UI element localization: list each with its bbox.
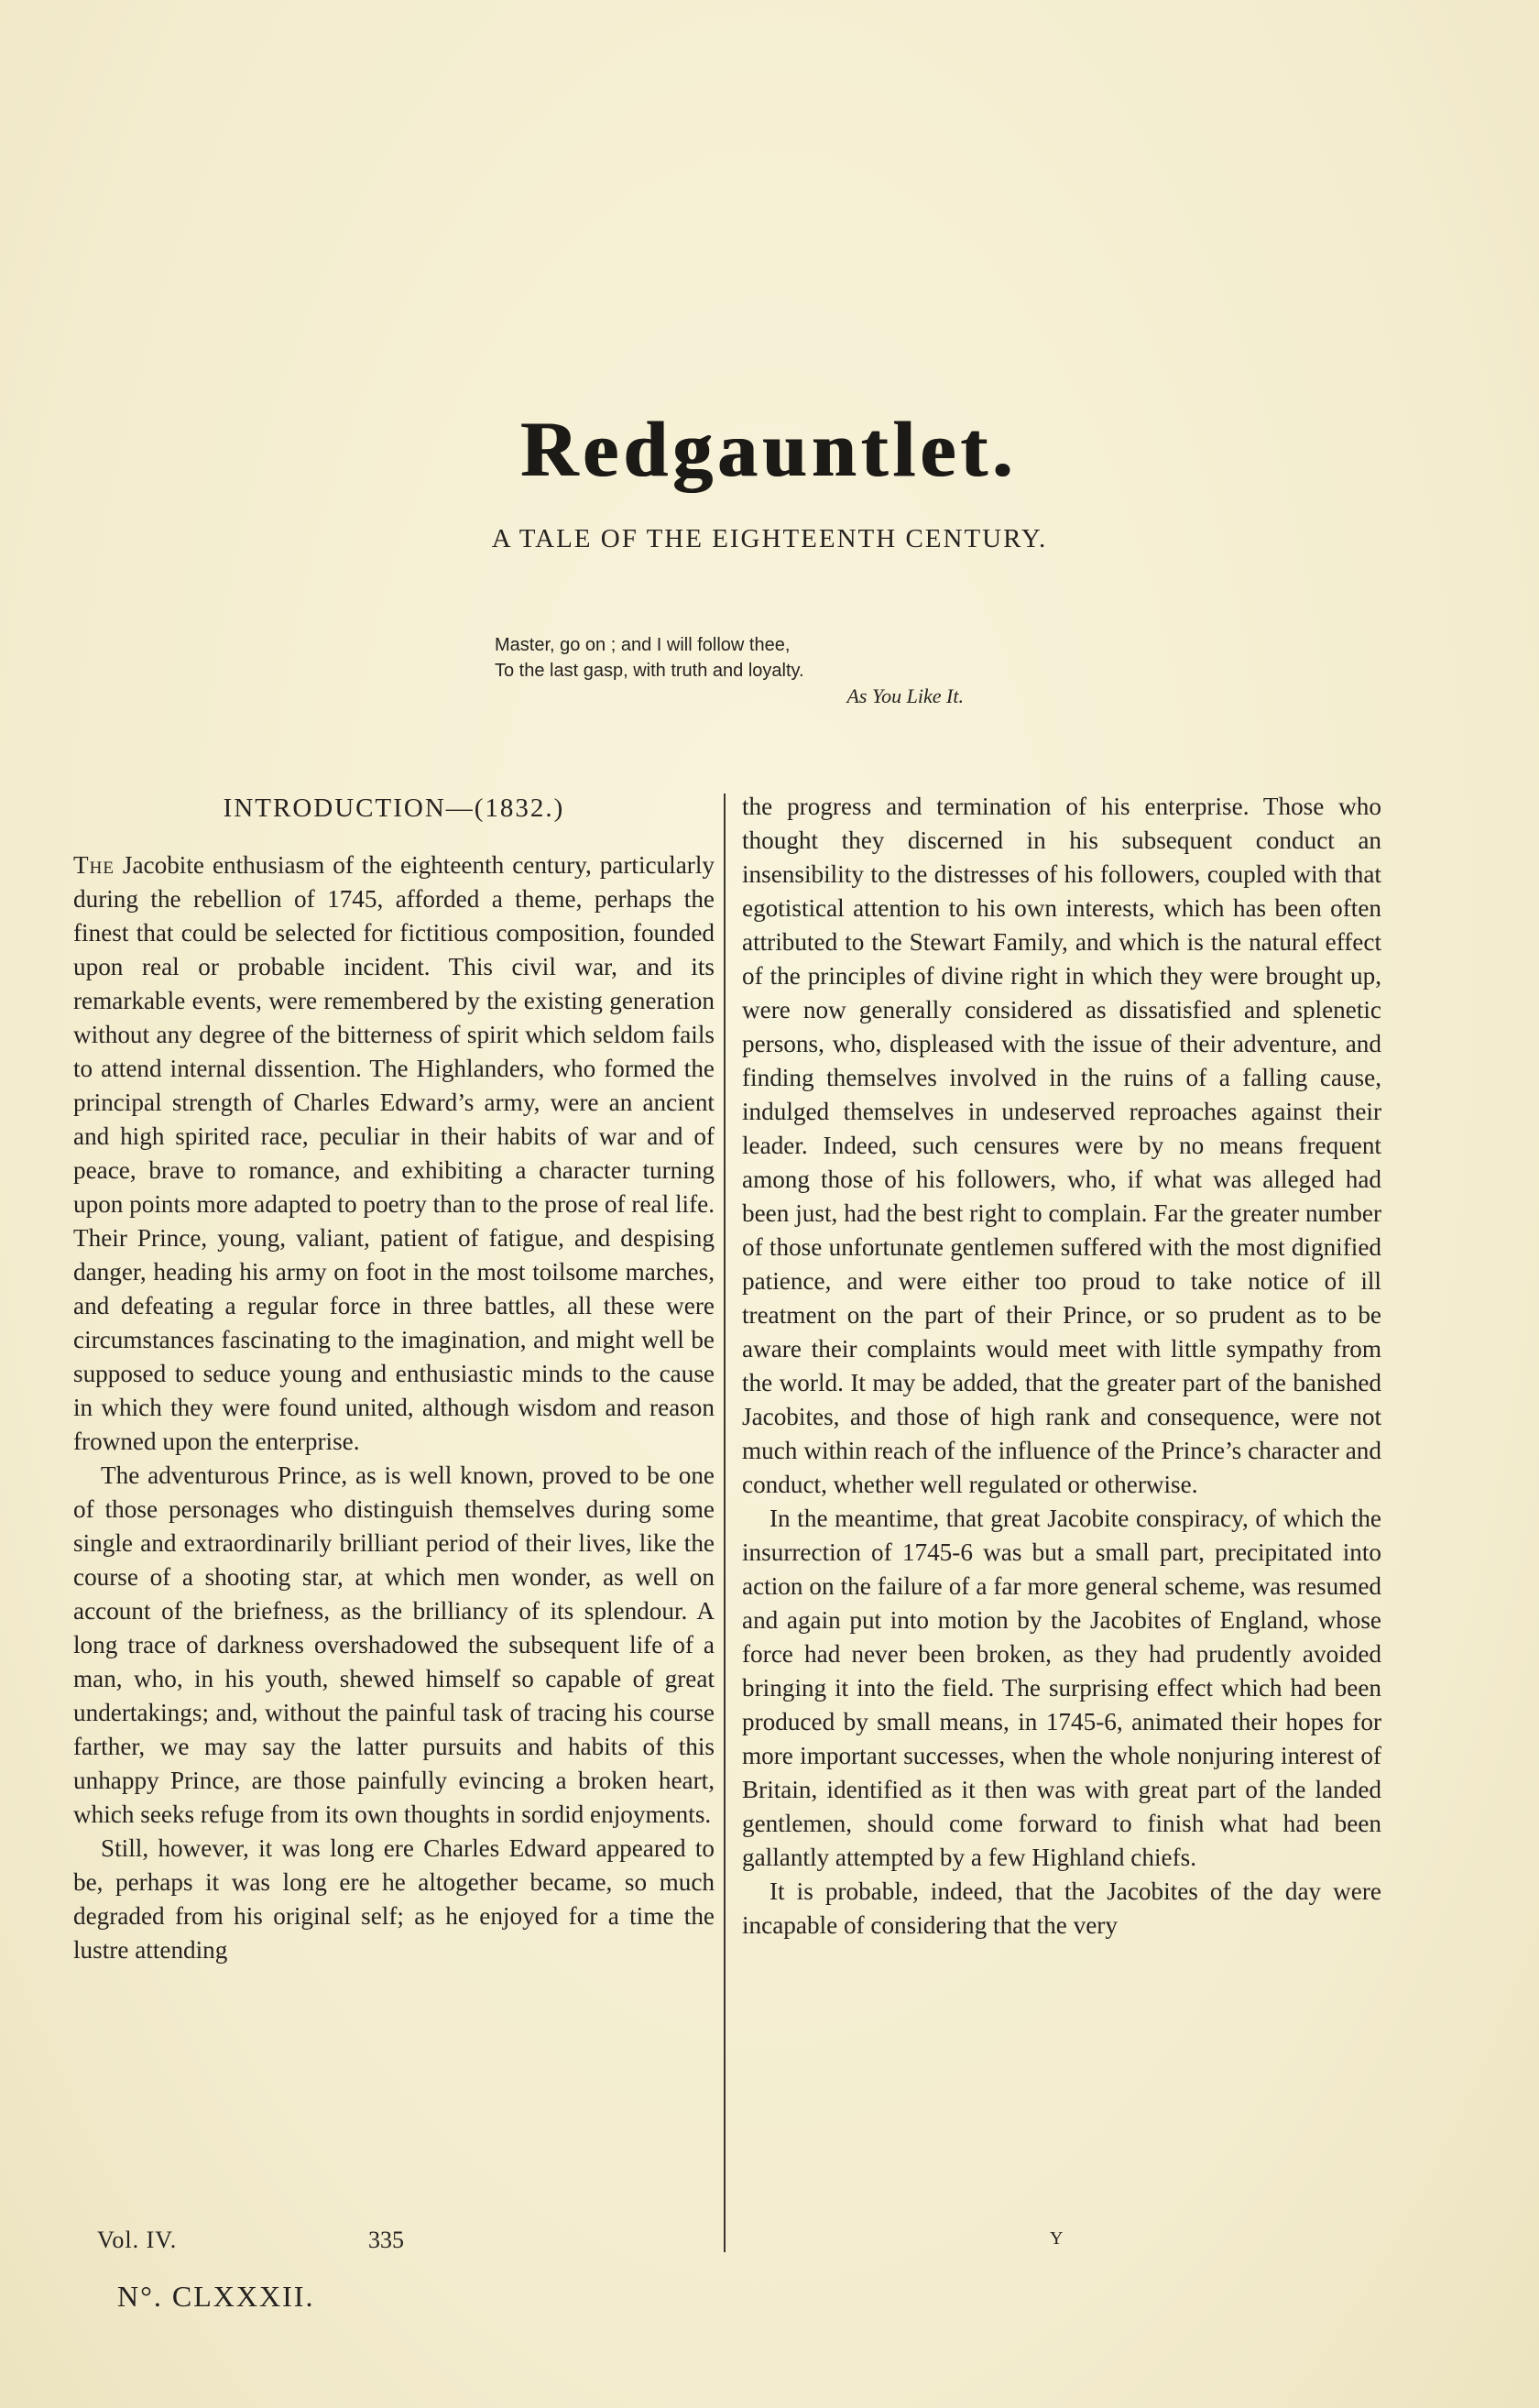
epigraph-source: As You Like It.: [846, 684, 964, 707]
paragraph-5: It is probable, indeed, that the Jacobites of the day were incapable of considering that the very: [742, 1877, 1381, 1939]
paragraph-3: Still, however, it was long ere Charles Edward appeared to be, perhaps it was long ere he altogether became, so much degraded from his original self; as he enjoyed for a time the lustre attending: [73, 1834, 715, 1964]
book-subtitle: A TALE OF THE EIGHTEENTH CENTURY.: [491, 524, 1048, 553]
epigraph: [495, 632, 971, 709]
issue-number: N°. CLXXXII.: [117, 2280, 315, 2313]
left-column: [73, 790, 715, 1967]
paragraph-2: The adventurous Prince, as is well known, proved to be one of those personages who distinguish themselves during some single and extraordinarily brilliant period of their lives, like the course of a shooting star, at which men wonder, as well on account of the briefness, as the brilliancy of its splendour. A long trace of darkness overshadowed the subsequent life of a man, who, in his youth, shewed himself so capable of great undertakings; and, without the painful task of tracing his course farther, we may say the latter pursuits and habits of this unhappy Prince, are those painfully evincing a broken heart, which seeks refuge from its own thoughts in sordid enjoyments.: [73, 1461, 715, 1828]
signature-mark: Y: [1050, 2228, 1064, 2249]
paragraph-3-continued: the progress and termination of his enterprise. Those who thought they discerned in his subsequent conduct an insensibility to the distresses of his followers, coupled with that egotistical attention to his own interests, which has been often attributed to the Stewart Family, and which is the natural effect of the principles of divine right in which they were brought up, were now generally considered as dissatisfied and splenetic persons, who, displeased with the issue of their adventure, and finding themselves involved in the ruins of a falling cause, indulged themselves in undeserved reproaches against their leader. Indeed, such censures were by no means frequent among those of his followers, who, if what was alleged had been just, had the best right to complain. Far the greater number of those unfortunate gentlemen suffered with the most dignified patience, and were either too proud to take notice of ill treatment on the part of their Prince, or so prudent as to be aware their complaints would meet with little sympathy from the world. It may be added, that the greater part of the banished Jacobites, and those of high rank and consequence, were not much within reach of the influence of the Prince’s character and conduct, whether well regulated or otherwise.: [742, 793, 1381, 1498]
right-column: [742, 790, 1381, 1943]
paragraph-4: In the meantime, that great Jacobite conspiracy, of which the insurrection of 1745-6 was but a small part, precipitated into action on the failure of a far more general scheme, was resumed and again put into motion by the Jacobites of England, whose force had never been broken, as they had prudently avoided bringing it into the field. The surprising effect which had been produced by small means, in 1745-6, animated their hopes for more important successes, when the whole nonjuring interest of Britain, identified as it then was with great part of the landed gentlemen, should come forward to finish what had been gallantly attempted by a few Highland chiefs.: [742, 1505, 1381, 1871]
book-title: Redgauntlet.: [520, 405, 1019, 493]
paragraph-1: [73, 848, 715, 1459]
column-divider: [724, 794, 726, 2252]
volume-label: Vol. IV.: [97, 2227, 178, 2253]
epigraph-line-2: To the last gasp, with truth and loyalty.: [495, 661, 804, 681]
epigraph-line-1: Master, go on ; and I will follow thee,: [495, 635, 791, 655]
page-number: 335: [368, 2227, 404, 2253]
paragraph-1-text: Jacobite enthusiasm of the eighteenth century, particularly during the rebellion of 1745, afforded a theme, perhaps the finest that could be selected for fictitious composition, founded upon real or probable incident. This civil war, and its remarkable events, were remembered by the existing generation without any degree of the bitterness of spirit which seldom fails to attend internal dissention. The Highlanders, who formed the principal strength of Charles Edward’s army, were an ancient and high spirited race, peculiar in their habits of war and of peace, brave to romance, and exhibiting a character turning upon points more adapted to poetry than to the prose of real life. Their Prince, young, valiant, patient of fatigue, and despising danger, heading his army on foot in the most toilsome marches, and defeating a regular force in three battles, all these were circumstances fascinating to the imagination, and might well be supposed to seduce young and enthusiastic minds to the cause in which they were found united, although wisdom and reason frowned upon the enterprise.: [73, 851, 715, 1455]
lead-word: The: [73, 851, 115, 879]
introduction-heading: INTRODUCTION—(1832.): [223, 794, 565, 823]
